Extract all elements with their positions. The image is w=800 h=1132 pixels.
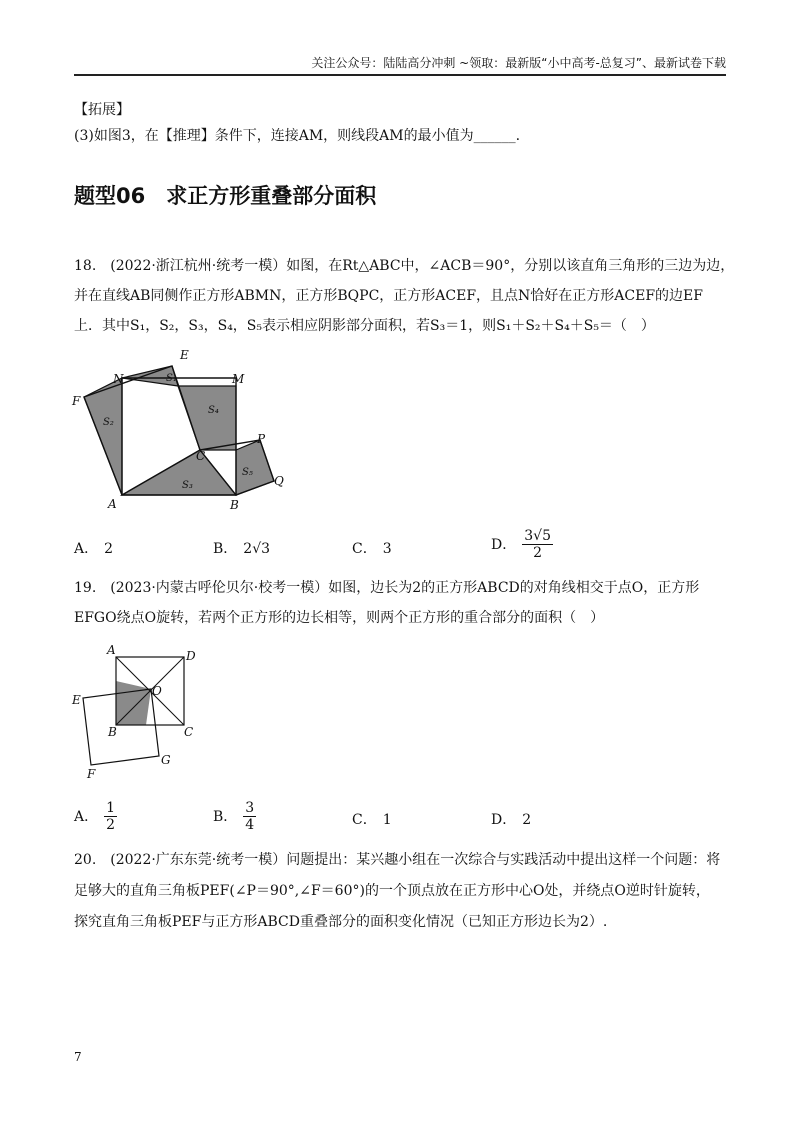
q18-option-c: C． 3 xyxy=(352,541,392,557)
q19-option-c: C． 1 xyxy=(352,812,392,828)
shade-s3 xyxy=(122,450,236,495)
q19-line-1: 19. (2023·内蒙古呼伦贝尔·校考一模）如图，边长为2的正方形ABCD的对角线相交于点O，正方形 xyxy=(74,580,700,596)
q20-line-1: 20. (2022·广东东莞·统考一模）问题提出：某兴趣小组在一次综合与实践活动中提出这样一个问题：将 xyxy=(74,852,721,868)
q18-line-2: 并在直线AB同侧作正方形ABMN，正方形BQPC，正方形ACEF，且点N恰好在正方形ACEF的边EF xyxy=(74,288,703,304)
page-header: 关注公众号：陆陆高分冲刺 ~领取：最新版“小中高考-总复习”、最新试卷下载 xyxy=(74,54,726,76)
q20-line-3: 探究直角三角板PEF与正方形ABCD重叠部分的面积变化情况（已知正方形边长为2）. xyxy=(74,914,608,930)
fig18-label-b: B xyxy=(230,498,239,512)
fig19-label-g: G xyxy=(161,753,171,767)
fig18-label-c: C xyxy=(196,449,206,463)
fig19-label-c: C xyxy=(184,725,194,739)
fig18-label-f: F xyxy=(72,394,81,408)
q19-option-b: B． $\frac{3}{4}$ xyxy=(213,800,255,833)
fig19-label-f: F xyxy=(87,767,96,781)
fig18-label-n: N xyxy=(113,372,124,386)
page-number: 7 xyxy=(74,1050,82,1064)
fig18-label-s2: S₂ xyxy=(103,417,114,428)
q18-line-3: 上．其中S₁，S₂，S₃，S₄，S₅表示相应阴影部分面积，若S₃＝1，则S₁＋S₂＋S₄＋S₅＝（ ） xyxy=(74,318,655,334)
q18-figure xyxy=(70,345,300,515)
shade-s4 xyxy=(178,386,236,450)
q18-option-a: A． 2 xyxy=(74,541,114,557)
overlap-shade xyxy=(116,681,151,725)
q19-line-2: EFGO绕点O旋转，若两个正方形的边长相等，则两个正方形的重合部分的面积（ ） xyxy=(74,610,605,626)
section-title: 题型06 求正方形重叠部分面积 xyxy=(74,184,377,208)
fig18-label-p: P xyxy=(257,432,266,446)
fig19-label-o: O xyxy=(152,684,162,698)
fig18-label-q: Q xyxy=(274,474,284,488)
fig18-label-e: E xyxy=(180,348,189,362)
fig19-label-e: E xyxy=(72,693,81,707)
fig18-label-s3: S₃ xyxy=(182,480,193,491)
extension-label: 【拓展】 xyxy=(74,102,130,118)
fig19-label-d: D xyxy=(186,649,196,663)
question-3-text: (3)如图3，在【推理】条件下，连接AM，则线段AM的最小值为______. xyxy=(74,128,521,144)
q19-figure xyxy=(70,640,200,785)
q20-line-2: 足够大的直角三角板PEF(∠P＝90°,∠F＝60°)的一个顶点放在正方形中心O处，并绕点O逆时针旋转， xyxy=(74,883,710,899)
fig19-label-b: B xyxy=(108,725,117,739)
q18-option-b: B． 2√3 xyxy=(213,541,271,557)
fig18-label-s4: S₄ xyxy=(208,405,219,416)
fig18-label-s1: S₁ xyxy=(166,373,177,384)
q19-option-d: D． 2 xyxy=(491,812,532,828)
q18-line-1: 18. (2022·浙江杭州·统考一模）如图，在Rt△ABC中，∠ACB＝90°，分别以该直角三角形的三边为边， xyxy=(74,258,735,274)
fig19-label-a: A xyxy=(107,643,116,657)
fig18-label-a: A xyxy=(108,497,117,511)
fig18-label-s5: S₅ xyxy=(242,467,253,478)
fig18-label-m: M xyxy=(232,372,245,386)
q19-option-a: A． $\frac{1}{2}$ xyxy=(74,800,116,833)
q18-option-d: D． $\frac{3√5}{2}$ xyxy=(491,528,551,561)
